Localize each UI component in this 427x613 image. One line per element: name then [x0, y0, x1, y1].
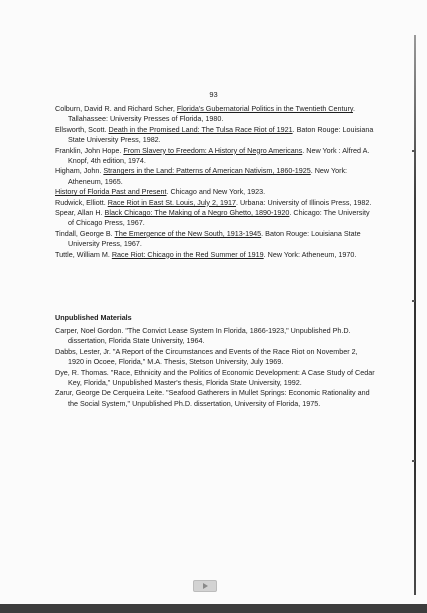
- play-icon: [203, 583, 208, 589]
- reference-entry: [55, 104, 375, 125]
- scan-artifact: [412, 460, 415, 462]
- unpublished-entry: Zarur, George De Cerqueira Leite. "Seafood Gatherers in Mullet Springs: Economic Rationality and the Social System," Unpublished Ph.D. dissertation, University of Florida, 1975.: [55, 388, 370, 408]
- reference-publication: . New York : Alfred A. Knopf, 4th edition, 1974.: [68, 145, 370, 166]
- reference-entry: [55, 198, 375, 208]
- reference-title: Florida's Gubernatorial Politics in the Twentieth Century: [176, 104, 353, 113]
- scan-artifact: [412, 300, 415, 302]
- reference-entry: [55, 187, 375, 197]
- reference-title: History of Florida Past and Present: [55, 187, 167, 197]
- unpublished-materials-heading: Unpublished Materials: [55, 313, 132, 322]
- reference-title: Race Riot in East St. Louis, July 2, 1917: [107, 197, 236, 207]
- reference-publication: . New York: Atheneum, 1970.: [263, 249, 357, 259]
- reference-title: Black Chicago: The Making of a Negro Ghetto, 1890-1920: [104, 208, 290, 218]
- reference-author: Tindall, George B.: [55, 228, 115, 238]
- page-edge-shadow: [414, 35, 416, 595]
- unpublished-entry: Dye, R. Thomas. "Race, Ethnicity and the Politics of Economic Development: A Case Study of Cedar Key, Florida," Unpublished Master's thesis, Florida State University, 1992.: [55, 367, 375, 388]
- reference-author: Higham, John.: [55, 166, 104, 176]
- reference-entry: [55, 166, 375, 187]
- reference-entry: [55, 146, 375, 167]
- reference-entry: [55, 229, 375, 250]
- reference-author: Franklin, John Hope.: [55, 145, 124, 155]
- reference-publication: . Chicago and New York, 1923.: [166, 187, 266, 197]
- reference-author: Ellsworth, Scott.: [55, 124, 109, 134]
- unpublished-entry: Carper, Noel Gordon. "The Convict Lease System In Florida, 1866-1923," Unpublished Ph.D. dissertation, Florida State University, 1964.: [55, 326, 351, 346]
- reference-publication: . Urbana: University of Illinois Press, 1982.: [235, 197, 372, 207]
- next-page-button[interactable]: [193, 580, 217, 592]
- reference-author: Colburn, David R. and Richard Scher,: [55, 104, 177, 113]
- reference-entry: [55, 125, 375, 146]
- page-number: 93: [209, 90, 218, 99]
- reference-title: The Emergence of the New South, 1913-1945: [114, 228, 262, 238]
- reference-title: Race Riot: Chicago in the Red Summer of 1919: [111, 249, 264, 259]
- published-references: [55, 104, 375, 260]
- reference-title: From Slavery to Freedom: A History of Negro Americans: [123, 145, 303, 155]
- reference-author: Tuttle, William M.: [55, 249, 112, 259]
- reference-publication: . Chicago: The University of Chicago Press, 1967.: [68, 208, 370, 228]
- reference-publication: . New York: Atheneum, 1965.: [68, 166, 348, 186]
- reference-entry: [55, 250, 375, 260]
- bottom-scan-border: [0, 604, 427, 613]
- reference-author: Spear, Allan H.: [55, 208, 105, 218]
- reference-publication: . Baton Rouge: Louisiana State University Press, 1967.: [68, 228, 361, 249]
- reference-publication: . Baton Rouge: Louisiana State University Press, 1982.: [68, 124, 374, 145]
- reference-publication: . Tallahassee: University Presses of Florida, 1980.: [68, 104, 355, 124]
- unpublished-references: [55, 326, 375, 409]
- reference-entry: [55, 208, 375, 229]
- unpublished-entry: Dabbs, Lester, Jr. "A Report of the Circumstances and Events of the Race Riot on November 2, 1920 in Ocoee, Florida," M.A. Thesis, Stetson University, July 1969.: [55, 346, 358, 367]
- scan-artifact: [412, 150, 415, 152]
- reference-title: Death in the Promised Land: The Tulsa Race Riot of 1921: [108, 124, 293, 134]
- reference-author: Rudwick, Elliott.: [55, 197, 108, 207]
- reference-title: Strangers in the Land: Patterns of American Nativism, 1860-1925: [103, 166, 311, 176]
